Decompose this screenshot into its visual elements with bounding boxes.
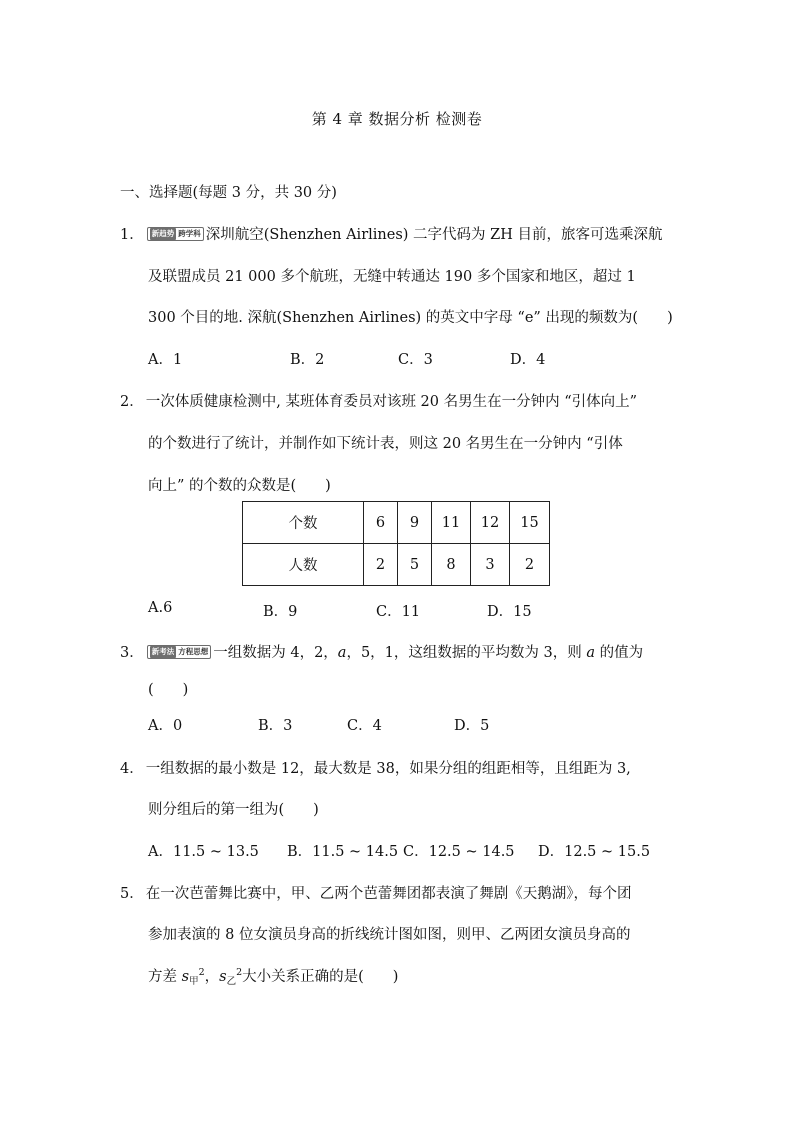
question-2-option-a[interactable]: A.6 bbox=[148, 600, 173, 616]
variable-a: a bbox=[586, 645, 596, 661]
question-1-line-1 bbox=[120, 223, 662, 244]
question-1-line-2: 及联盟成员 21 000 多个航班，无缝中转通达 190 多个国家和地区，超过 1 bbox=[148, 269, 636, 285]
question-5-text: 在一次芭蕾舞比赛中，甲、乙两个芭蕾舞团都表演了舞剧《天鹅湖》，每个团 bbox=[145, 886, 632, 902]
table-cell: 15 bbox=[510, 502, 550, 544]
question-2-option-d[interactable]: D．15 bbox=[487, 604, 532, 620]
table-cell: 9 bbox=[398, 502, 432, 544]
superscript-2: 2 bbox=[198, 967, 205, 978]
table-cell: 12 bbox=[471, 502, 510, 544]
badge-tag: 新考法 bbox=[151, 647, 175, 656]
question-1-number: 1． bbox=[120, 227, 144, 243]
question-2-option-c[interactable]: C．11 bbox=[376, 604, 421, 620]
question-2-text: 一次体质健康检测中, 某班体育委员对该班 20 名男生在一分钟内 “引体向上” bbox=[145, 394, 638, 410]
question-2-line-1 bbox=[120, 390, 637, 411]
question-3-option-a[interactable]: A．0 bbox=[148, 718, 183, 734]
variance-symbol: s bbox=[219, 969, 227, 985]
question-5-text-suffix: 大小关系正确的是( ) bbox=[242, 969, 399, 985]
question-2-option-b[interactable]: B．9 bbox=[263, 604, 298, 620]
question-3-option-b[interactable]: B．3 bbox=[258, 718, 293, 734]
table-row bbox=[243, 502, 550, 544]
question-2-line-2: 的个数进行了统计，并制作如下统计表，则这 20 名男生在一分钟内 “引体 bbox=[148, 436, 623, 452]
variable-a: a bbox=[337, 645, 347, 661]
question-4-number: 4． bbox=[120, 761, 144, 777]
table-cell: 5 bbox=[398, 544, 432, 586]
table-cell: 3 bbox=[471, 544, 510, 586]
question-5-line-2: 参加表演的 8 位女演员身高的折线统计图如图，则甲、乙两团女演员身高的 bbox=[148, 927, 631, 943]
question-4-option-b[interactable]: B．11.5 ~ 14.5 bbox=[287, 844, 399, 860]
question-1-badge bbox=[147, 227, 204, 241]
question-2-number: 2． bbox=[120, 394, 144, 410]
question-4-option-a[interactable]: A．11.5 ~ 13.5 bbox=[148, 844, 259, 860]
question-4-option-d[interactable]: D．12.5 ~ 15.5 bbox=[538, 844, 651, 860]
question-5-text-prefix: 方差 bbox=[148, 969, 182, 985]
table-cell: 8 bbox=[432, 544, 471, 586]
variance-symbol: s bbox=[181, 969, 190, 985]
table-cell: 11 bbox=[432, 502, 471, 544]
question-4-option-c[interactable]: C．12.5 ~ 14.5 bbox=[403, 844, 515, 860]
pullup-stats-table bbox=[242, 501, 550, 586]
question-4-text: 一组数据的最小数是 12，最大数是 38，如果分组的组距相等，且组距为 3, bbox=[145, 761, 631, 777]
question-1-option-a[interactable]: A．1 bbox=[148, 352, 183, 368]
badge-subject: 跨学科 bbox=[178, 229, 201, 238]
question-1-option-b[interactable]: B．2 bbox=[290, 352, 325, 368]
superscript-2: 2 bbox=[236, 967, 243, 978]
question-5-line-1 bbox=[120, 882, 631, 903]
question-3-number: 3． bbox=[120, 645, 144, 661]
question-3-line-1 bbox=[120, 641, 643, 662]
page-title: 第 4 章 数据分析 检测卷 bbox=[311, 110, 483, 128]
table-cell: 2 bbox=[364, 544, 398, 586]
question-3-line-2: ( ) bbox=[148, 682, 189, 698]
table-cell: 2 bbox=[510, 544, 550, 586]
badge-tag: 新趋势 bbox=[151, 229, 175, 238]
question-1-option-c[interactable]: C．3 bbox=[398, 352, 433, 368]
question-1-line-3: 300 个目的地. 深航(Shenzhen Airlines) 的英文中字母 “e” 出现的频数为( ) bbox=[148, 310, 673, 326]
question-3-option-d[interactable]: D．5 bbox=[454, 718, 490, 734]
table-header-cell: 人数 bbox=[243, 544, 364, 586]
question-3-text-c: 的值为 bbox=[595, 645, 644, 661]
question-3-badge bbox=[147, 645, 212, 659]
question-3-text-b: ，5，1，这组数据的平均数为 3，则 bbox=[346, 645, 587, 661]
question-3-text-a: 一组数据为 4，2， bbox=[213, 645, 338, 661]
question-5-line-3 bbox=[148, 965, 398, 987]
question-3-option-c[interactable]: C．4 bbox=[347, 718, 382, 734]
subscript-yi: 乙 bbox=[226, 976, 237, 987]
subscript-jia: 甲 bbox=[189, 976, 199, 987]
section-heading: 一、选择题(每题 3 分，共 30 分) bbox=[120, 185, 337, 201]
question-4-line-1 bbox=[120, 757, 631, 778]
badge-subject: 方程思想 bbox=[178, 647, 209, 656]
question-2-line-3: 向上” 的个数的众数是( ) bbox=[148, 478, 331, 494]
comma: ， bbox=[204, 969, 220, 985]
question-1-text: 深圳航空(Shenzhen Airlines) 二字代码为 ZH 目前，旅客可选乘深航 bbox=[205, 227, 663, 243]
table-header-cell: 个数 bbox=[243, 502, 364, 544]
question-1-option-d[interactable]: D．4 bbox=[510, 352, 546, 368]
question-5-number: 5． bbox=[120, 886, 144, 902]
question-4-line-2: 则分组后的第一组为( ) bbox=[148, 802, 319, 818]
table-cell: 6 bbox=[364, 502, 398, 544]
table-row bbox=[243, 544, 550, 586]
